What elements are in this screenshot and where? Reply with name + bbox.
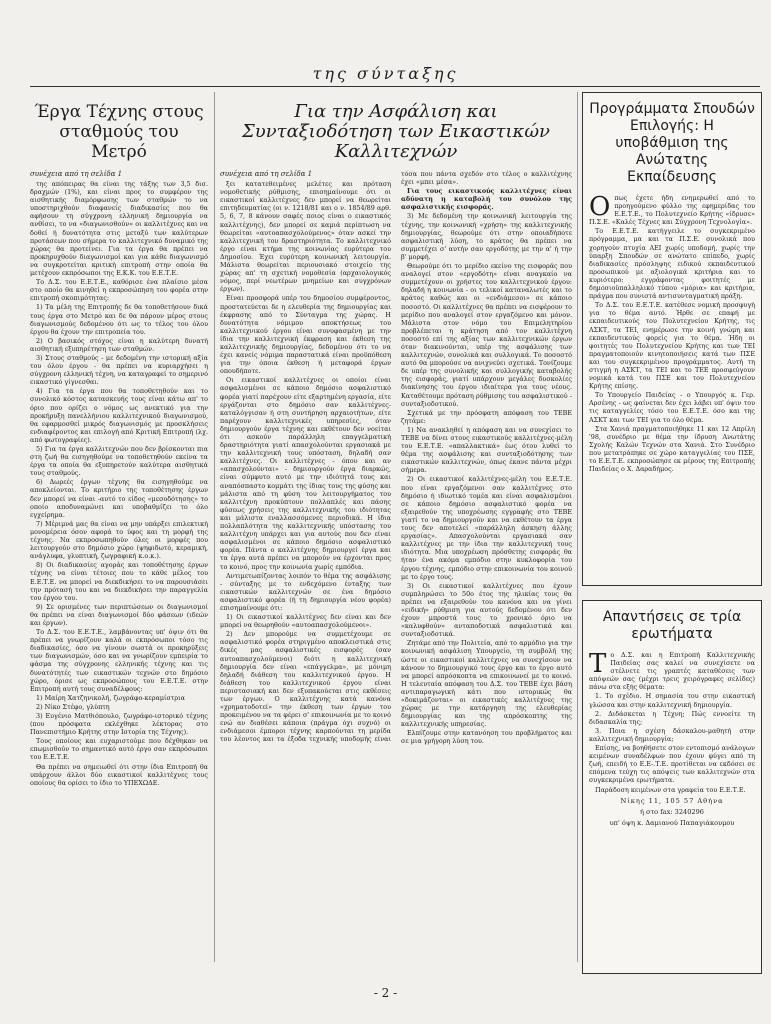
paragraph: Στα Χανιά πραγματοποιήθηκε 11 και 12 Απρίλη '98, συνέδριο με θέμα την ίδρυση Ανωτάτης Σχολής Καλών Τεχνών στα Χανιά. Στο Συνέδριο που μετατράπηκε σε χώρο καταγγελίας του ΠΣΕ, το Ε.Ε.Τ.Ε. εκπροσώπησε εκ μέρους της Επιτροπής Παιδείας ο Χ. Δαραδήμος. — [589, 424, 755, 474]
paragraph: 1) Οι εικαστικοί καλλιτέχνες δεν είναι και δεν μπορεί να θεωρηθούν «αυτοαπασχολούμενοι». — [220, 613, 391, 630]
paragraph: Αντιμετωπίζοντας λοιπόν το θέμα της ασφάλισης - σύνταξης με το ενδεχόμενο ένταξης των εικαστικών καλλιτεχνών σε ένα δημόσιο ασφαλιστικό φορέα (ή τη δημιουργία νέου φορέα) επισημαίνουμε ότι: — [220, 571, 391, 612]
page-number: - 2 - — [373, 986, 398, 1000]
paragraph: 1) Μαίρη Χατζηνικολή, ζωγράφο-κεραμίστρια — [36, 693, 186, 702]
paragraph: Το Υπουργείο Παιδείας - ο Υπουργός κ. Γερ. Αρσένης - ως φαίνεται δεν έχει λάβει υπ' όψιν του τις καταγγελίες τόσο του Ε.Ε.Τ.Ε. όσο και της ΑΣΚΤ και των ΤΕΙ για το όλο θέμα. — [589, 391, 755, 424]
paragraph: 3) Ευγένιο Ματθιόπουλο, ζωγράφο-ιστορικό τέχνης (που πρόσφατα εκλέχθηκε λέκτορας στο Πανεπιστήμιο Κρήτης στην Ιστορία της Τέχνης). — [30, 712, 208, 737]
paragraph: Τους οποίους και ευχαριστούμε που δέχθηκαν να επωμισθούν το σημαντικό αυτό έργο σαν εκπρόσωποι του Ε.Ε.Τ.Ε. — [30, 737, 208, 762]
paragraph: 5) Για τα έργα καλλιτεχνών που δεν βρίσκονται πια στη ζωή θα εισηγηθούμε να τοποθετηθούν εκείνα τα έργα τα οποία θα εξυπηρετούν καλύτερα αισθητικά τους σταθμούς. — [30, 445, 208, 478]
article-insurance-title: Για την Ασφάλιση και Συνταξιοδότηση των Εικαστικών Καλλιτεχνών — [242, 101, 550, 162]
paragraph: 2. Διδάσκεται η Τέχνη; Πώς εννοείτε τη διδασκαλία της; — [589, 709, 755, 726]
column-divider — [214, 92, 215, 962]
box-questions-title: Απαντήσεις σε τρία ερωτήματα — [602, 609, 742, 642]
paragraph: Ζητάμε από την Πολιτεία, από το αρμόδιο για την κοινωνική ασφάλιση Υπουργείο, τη συμβολή της ώστε οι εικαστικοί καλλιτέχνες να συνεχίσουν να κάνουν το δημιουργικό τους έργο και το έργο αυτό να μπορεί απρόσκοπτα να επικοινωνεί με το κοινό. Η τελευταία απόφαση του Δ.Σ. του ΤΕΒΕ έχει βάση αντιπαραγωγική κάτι που ιστορικώς θα «δοκιμάζονται» οι εικαστικές καλλιτέχνες της χώρας με την κατάργηση της ελευθερίας δημιουργίας και της απρόσκοπτης της καλλιτεχνικής υπηρεσίας. — [401, 639, 572, 729]
paragraph: ο Δ.Σ. και η Επιτροπή Καλλιτεχνικής Παιδείας σας καλεί να συνεχίσετε να στέλνετε τις γραπτές καταθέσεις των απόψεών σας (μέχρι τρεις χειρόγραφες σελίδες) πάνω στα εξής θέματα: — [589, 651, 755, 692]
section-header: της σύνταξης — [312, 64, 459, 83]
box-programs-body — [589, 194, 755, 473]
paragraph: Θα πρέπει να σημειωθεί ότι στην ίδια Επιτροπή θα υπάρχουν άλλοι δύο εικαστικοί καλλιτέχνες τους οποίους θα ορίσει το ίδιο το ΥΠΕΧΩΔΕ. — [30, 762, 208, 787]
paragraph: 3. Ποια η σχέση δάσκαλου-μαθητή στην καλλιτεχνική δημιουργία; — [589, 726, 755, 743]
paragraph: Οι εικαστικοί καλλιτέχνες οι οποίοι είναι ασφαλισμένοι σε κάποιο δημόσιο ασφαλιστικό φορέα γιατί παρέχουν είτε εξαρτημένη εργασία, είτε εργάζονται στο δημόσιο σαν καλλιτέχνες-καταλόγγισαν ή στη συντήρηση αρχαιοτήτων, είτε παρέχουν καλλιτεχνικές υπηρεσίες, όταν δημιουργούν έργα τέχνης και εκθέτουν δεν νοείται ότι ασκούν παράλληλη επαγγελματική δραστηριότητα γιατί απασχολούνται εργασιακά με την καλλιτεχνική τους υπόσταση, δηλαδή σαν καλλιτέχνες. Οι καλλιτέχνες - όπου και αν «απασχολούνται» - δημιουργούν έργα διαρκώς, είναι σύμφυτο αυτό με την ιδιότητά τους και αναπόσπαστο κομμάτι της ίδιας τους της φύσης και μάλιστα από τη φύση του λειτουργήματος του καλλιτέχνη προκύπτουν πολλαπλές και πάσης φύσεως χρήσεις της καλλιτεχνικής του ιδιότητας και μάλιστα εναλλασσόμενες περιοδικά. Η ίδια πολλαπλότητα της καλλιτεχνικής υπόστασης του καλλιτέχνη υπάρχει και για αυτούς που δεν είναι ασφαλισμένοι σε κάποιο δημόσιο ασφαλιστικό φορέα. Πάντα ο καλλιτέχνης δημιουργεί έργα και τα έργα αυτά πρέπει να μπορούν να έρχονται προς το κοινό, προς την κοινωνία χωρίς εμπόδια. — [220, 376, 391, 571]
fax: ή στο fax: 3240296 — [639, 807, 705, 816]
paragraph: πως έχετε ήδη ενημερωθεί από το προηγούμενο φύλλο της εφημερίδας του Ε.Ε.Τ.Ε., το Πολυτεχνείο Κρήτης «ίδρυσε» Π.Σ.Ε. «Καλές Τέχνες και Σύγχρονη Τεχνολογία». — [589, 194, 755, 227]
paragraph: 3) Με δεδομένη την κοινωνική λειτουργία της τέχνης, την κοινωνική «χρήση» της καλλιτεχνικής δημιουργίας, θεωρούμε ότι στην οποιαδήποτε ασφαλιστική λύση, το κράτος θα πρέπει να συμμετέχει σ' αυτήν σαν εργοδότης με την α' ή την β' μορφή. — [401, 212, 572, 261]
article-metro-title: Έργα Τέχνης στους σταθμούς του Μετρό — [34, 102, 204, 162]
dropcap: Ο — [589, 192, 611, 222]
paragraph: 1. Το σχέδιο. Η σημασία του στην εικαστική γλώσσα και στην καλλιτεχνική δημιουργία. — [589, 692, 755, 709]
column-divider — [577, 92, 578, 962]
paragraph: 2) Οι εικαστικοί καλλιτέχνες-μέλη του Ε.Ε.Τ.Ε. που είναι εργαζόμενοι σαν καλλιτέχνες στο δημόσιο ή ιδιωτικό τομέα και είναι ασφαλισμένοι σε κάποιο δημόσιο ασφαλιστικό φορέα να εξαιρεθούν της υποχρέωσης εγγραφής στο ΤΕΒΕ γιατί το να δημιουργούν και να εκθέτουν τα έργα τους δεν αποτελεί «παράλληλη άσκηση άλλης εργασίας». Απασχολούνται εργασιακά σαν καλλιτέχνες με την ίδια την καλλιτεχνική τους ιδιότητα. Μια υποχρέωση πρόσθετης εισφοράς θα ήταν ένα ακόμα εμπόδιο στην κυκλοφορία του έργου τέχνης, εμπόδιο στην επικοινωνία του κοινού με το έργο τους. — [401, 475, 572, 581]
paragraph: 6) Δωρεές έργων τέχνης θα εισηγηθούμε να αποκλείονται. Το κριτήριο της τοποθέτησης έργων δεν μπορεί να είναι -αυτό το είδος «μεσοδότησης» το οποίο αποδυναμώνει και υποβαθμίζει το όλο εγχείρημα. — [30, 478, 208, 519]
header-rule — [30, 86, 760, 87]
article-insurance-body — [220, 170, 572, 747]
paragraph: Το Δ.Σ. του Ε.Ε.Τ.Ε. κατέθεσε νομική προσφυγή για το θέμα αυτό. Ήρθε σε επαφή με εκπαιδευτικούς του Πολυτεχνείου Κρήτης, τις ΑΣΚΤ, τα ΤΕΙ, ενημέρωσε την κοινή γνώμη και εκπαιδευτικούς φορείς για το θέμα. Ήδη οι φοιτητές του Πολυτεχνείου Κρήτης και των ΤΕΙ πραγματοποιούν κινητοποιήσεις κατά των ΠΣΕ και του συγκεκριμένου προγράμματος. Αυτή τη στιγμή η ΑΣΚΤ, τα ΤΕΙ και το ΤΕΕ προσφεύγουν νομικά κατά του ΠΣΕ και του Πολυτεχνείου Κρήτης επίσης. — [589, 301, 755, 391]
paragraph: 2) Ο βασικός στόχος είναι η καλύτερη δυνατή αισθητική εξυπηρέτηση των σταθμών. — [30, 336, 208, 353]
attention: υπ' όψη κ. Δαμιανού Παπαγιάκουμου — [609, 818, 735, 827]
article-metro-continued: συνέχεια από τη σελίδα 1 — [30, 170, 123, 178]
paragraph: της απόπειρας θα είναι της τάξης των 3,5 δισ. δραχμών (1%), και είναι προς το συμφέρον της αισθητικής διαμόρφωσης των σταθμών το να υποστηριχθούν διαφανείς διαδικασίες που θα αφήσουν τη σύγχρονη ελληνική δημιουργία να ανθίσει, το να «διαγωνισθούν» οι καλλιτέχνες και να δοθεί ή δυνατότητα στις μεταξύ των καλύτερων προτάσεων που σήμερα το καλλιτεχνικό δυναμικό της χώρας θα προτείνει. Για τα έργα θα πρέπει να προκηρυχθούν διαγωνισμοί και για κάθε διαγωνισμό να συγκροτείται κριτική επιτροπή στην οποία θα μετέχουν εκπρόσωποι της Ε.Κ.Κ. του Ε.Ε.Τ.Ε. — [30, 180, 208, 278]
paragraph: Το Δ.Σ. του Ε.Ε.Τ.Ε., καθόρισε ένα πλαίσιο μέσα στο οποίο θα κινηθεί η εκπροσώπηση του φορέα στην επιτροπή σκοπιμότητας: — [30, 278, 208, 303]
dropcap: Τ — [589, 649, 607, 679]
box-programs-title: Προγράμματα Σπουδών Επιλογής: Η υποβάθμιση της Ανώτατης Εκπαίδευσης — [589, 101, 755, 185]
paragraph: Θεωρούμε ότι το μερίδιο εκείνο της εισφοράς που αναλογεί στον «εργοδότη» είναι αναγκαίο να συμμετέχουν οι χρήστες του καλλιτεχνικού έργου: δηλαδή η κοινωνία - οι τελικοί καταναλωτές και το κράτος καθώς και οι «ενδιάμεσοι» σε κάποιο ποσοστό. Οι καλλιτέχνες θα πρέπει να εισφέρουν το μερίδιο που αναλογεί στον εργαζόμενο και μόνον. Μάλιστα στον νόμο του Επιμελητηρίου προβλέπεται η κράτηση από τον καλλιτέχνη ποσοστό επί της αξίας των καλλιτεχνικών έργων όταν διακινούνται, υπέρ της ασφάλισης των καλλιτεχνών, συνολικά και συλλογικά. Το ποσοστό αυτό θα μπορούσε να ανιχνεύει σχετικά. Τονίζουμε δε υπέρ της συνολικής και συλλογικής καταβολής της εισφοράς, γιατί υπάρχουν μεγάλες δυσκολίες διακίνησης του έργου ιδιαίτερα για τους νέους. Καταθέτουμε πρόταση ρύθμισης του ασφαλιστικού - συνταξιοδοτικού. — [401, 262, 572, 408]
paragraph: Το Δ.Σ. του Ε.Ε.Τ.Ε., λαμβάνοντας υπ' όψιν ότι θα πρέπει να γνωρίζουν καλά οι εκπρόσωποι τόσο τις διαδικασίες, όσο να γίνουν σωστά οι προκηρύξεις των διαγωνισμών, όσο και να γνωρίζουν εμπειρία το φάσμα της σύγχρονης ελληνικής τέχνης και τις δυνατότητές των εικαστικών τεχνών στο δημόσιο χώρο, όρισε ως εκπροσώπους του Ε.Ε.Τ.Ε. στην Επιτροπή αυτή τους συναδέλφους: — [30, 628, 208, 693]
paragraph: Ελπίζουμε στην κατανόηση του προβλήματος και σε μια γρήγορη λύση του. — [401, 729, 572, 746]
paragraph: 3) Στους σταθμούς - με δεδομένη την ιστορική αξία του όλου έργου - θα πρέπει να κυριαρχήσει η σύγχρονη ελληνική τέχνη, να καταγραφεί το σημερινό εικαστικό γίγνεσθαι. — [30, 353, 208, 387]
article-insurance — [220, 92, 572, 962]
paragraph: 2) Νίκο Στέφο, γλύπτη — [36, 702, 110, 711]
box-questions — [582, 600, 762, 974]
paragraph: Παράδοση κειμένων στα γραφεία του Ε.Ε.Τ.Ε. — [595, 785, 746, 794]
paragraph: Είναι προσφορά υπέρ του δημοσίου συμφέροντος, προστατεύεται δε η ελευθερία της δημιουργίας και έκφρασης από το Σύνταγμα της χώρας. Η δυνατότητα νόμιμου αποκτήσεως του καλλιτεχνικού έργου είναι συνυφασμένη με την ίδια την καλλιτεχνική έκφραση και έκθεση της καλλιτεχνικής δημιουργίας, δεδομένου ότι το να έχει κανείς νόμιμα παραστατικά είναι προϋπόθεση για την όποια έκθεση ή μεταφορά έργων οπουδήποτε. — [220, 294, 391, 376]
article-insurance-continued: συνέχεια από τη σελίδα 1 — [220, 170, 313, 178]
paragraph: 3) Οι εικαστικοί καλλιτέχνες που έχουν συμπληρώσει το 50ο έτος της ηλικίας τους θα πρέπει να εξαιρεθούν του κανόνα και να γίνει «ειδική» ρύθμιση για αυτούς δεδομένου ότι δεν έχουν μπροστά τους το χρονικό όριο να «καλυφθούν» ανταποδοτικά ασφαλιστικά και συνταξιοδοτικά. — [401, 581, 572, 639]
paragraph: 7) Μέριμνά μας θα είναι να μην υπάρξει επιλεκτική μονομέρεια όσον αφορά το ύφος και τη μορφή της τέχνης. Να εκπροσωπηθούν όλες οι μορφές που λειτουργούν στο δημόσιο χώρο (ψηφιδωτό, κεραμική, ανάγλυφα, γλυπτική, ζωγραφική κ.ο.κ.). — [30, 519, 208, 561]
paragraph: 1) Τα μέλη της Επιτροπής δε θα τοποθετήσουν δικά τους έργα στο Μετρό και δε θα πάρουν μέρος στους διαγωνισμούς δεδομένου ότι ως το τέλος του όλου έργου θα έχουν την επιτροπεία του. — [30, 303, 208, 336]
box-questions-body — [589, 651, 755, 827]
paragraph: ξει κατατεθειμένες μελέτες και πρόταση νομοθετικής ρύθμισης, επισημαίνουμε ότι οι εικαστικοί καλλιτέχνες δεν μπορεί να θεωρείται επιτηδευματίας (οι ν. 1218/81 και ο ν. 1854/89 αρθ. 5, 6, 7, 8 κάνουν σαφές ποιος είναι ο εικαστικός καλλιτέχνης), δεν μπορεί σε καμιά περίπτωση να θεωρείται «αυτοαπασχολούμενος» όταν ασκεί την καλλιτεχνική του δραστηριότητα. Το καλλιτεχνικό έργο είναι κτήμα της κοινωνίας ευρύτερα του Δημοσίου. Έχει ευρύτερη κοινωνική λειτουργία. Μάλιστα θεωρείται περιουσιακό στοιχείο της χώρας απ' τη σχετική νομοθεσία (αρχαιολογικός νόμος, περί νεωτέρων μνημείων και συγχρόνων έργων). — [220, 180, 391, 294]
paragraph: 1) Να ανακληθεί η απόφαση και να συνεχίσει το ΤΕΒΕ να δίνει στους εικαστικούς καλλιτέχνες-μέλη του Ε.Ε.Τ.Ε. «απαλλακτικά» έως ότου λυθεί το θέμα της ασφάλισης και συνταξιοδότησης των εικαστικών καλλιτεχνών, όπως έκανε πάντα μέχρι σήμερα. — [401, 425, 572, 475]
paragraph: Για τους εικαστικούς καλλιτέχνες είναι αδύνατη η καταβολή του συνόλου της ασφαλιστικής εισφοράς. — [401, 187, 572, 212]
address: Νίκης 11, 105 57 Αθήνα — [620, 796, 724, 805]
paragraph: Το Ε.Ε.Τ.Ε. κατήγγειλε το συγκεκριμένο πρόγραμμα, μα και τα Π.Σ.Ε. συνολικά που χορηγούν πτυχία ΑΕΙ χωρίς υποδομή, χωρίς την ύπαρξη Σπουδών σε ανώτατο επίπεδο, χωρίς διαδικασίες πρόσληψης ειδικού εκπαιδευτικού προσωπικού με αξιολογικά κριτήρια και το κυριότερο: εγγράφοντας φοιτητές με δημοσιοϋπαλληλικό τύπου «μόρια» και κριτήρια, πράγμα που συνιστά αντισυνταγματική πράξη. — [589, 227, 755, 301]
box-programs — [582, 92, 762, 586]
article-metro — [30, 92, 208, 962]
paragraph: Σχετικά με την πρόσφατη απόφαση του ΤΕΒΕ ζητάμε: — [401, 408, 572, 425]
paragraph: 2) Δεν μπορούμε να συμμετέχουμε σε ασφαλιστικό φορέα στηριγμένο αποκλειστικά στις δικές μας ασφαλιστικές εισφορές (σαν αυτοαπασχολούμενοι) διότι η καλλιτεχνική δημιουργία δεν είναι «επάγγελμα», με μόνιμη δηλαδή διάθεση του καλλιτεχνικού έργου. Η διάθεση του καλλιτεχνικού έργου είναι περιστασιακή και δεν εξυπακούεται στις εκθέσεις των έργων. Ο καλλιτέχνης κατά κανόνα «χρηματοδοτεί» την έκθεση των έργων του προκειμένου να τα φέρει σ' επικοινωνία με το κοινό ενώ αν διαθέσει κάποια (πράγμα όχι συχνό) οι ενδιάμεσοι έμποροι τέχνης καρπούνται τη μερίδα του λέοντος και τα έξοδα τεχνικής υποδομής είναι τόσα που πάντα σχεδόν στο τέλος ο καλλιτέχνης έχει «μπει μέσα». — [220, 170, 572, 744]
article-metro-body — [30, 180, 208, 787]
paragraph: 9) Σε ορισμένες των περιπτώσεων οι διαγωνισμοί θα πρέπει να είναι διαγωνισμοί δύο φάσεων (ιδεών και έργων). — [30, 602, 208, 627]
sidebar-column — [582, 92, 762, 974]
paragraph: 8) Οι διαδικασίες αγοράς και τοποθέτησης έργων τέχνης να είναι τέτοιες που το κάθε μέλος του Ε.Ε.Τ.Ε. να μπορεί να διεκδικήσει το να παρουσιάσει την πρότασή του και να διεκδικήσει την παραγγελία του έργου του. — [30, 561, 208, 602]
paragraph: 4) Για τα έργα που θα τοποθετηθούν και το συνολικό κόστος κατασκευής τους είναι κάτω απ' το όριο που ορίζει ο νόμος ως ανεκτικό για την προκήρυξη πανελλήνιου καλλιτεχνικού διαγωνισμού, θα εφαρμοσθεί μικρός διαγωνισμός με προσκλήσεις ενδιαφέροντος και επιλογή από Κριτική Επιτροπή (λχ. από φωτογραφίες). — [30, 387, 208, 444]
paragraph: Επίσης, να βοηθήσετε στον εντοπισμό ανάλογων κειμένων συναδέλφων που έχουν φύγει από τη ζωή, επειδή το Ε.Ε-.Τ.Ε. προτίθεται να εκδόσει σε επόμενα τεύχη τις απόψεις των καλλιτεχνών στα συγκεκριμένα ερωτήματα. — [589, 744, 755, 785]
